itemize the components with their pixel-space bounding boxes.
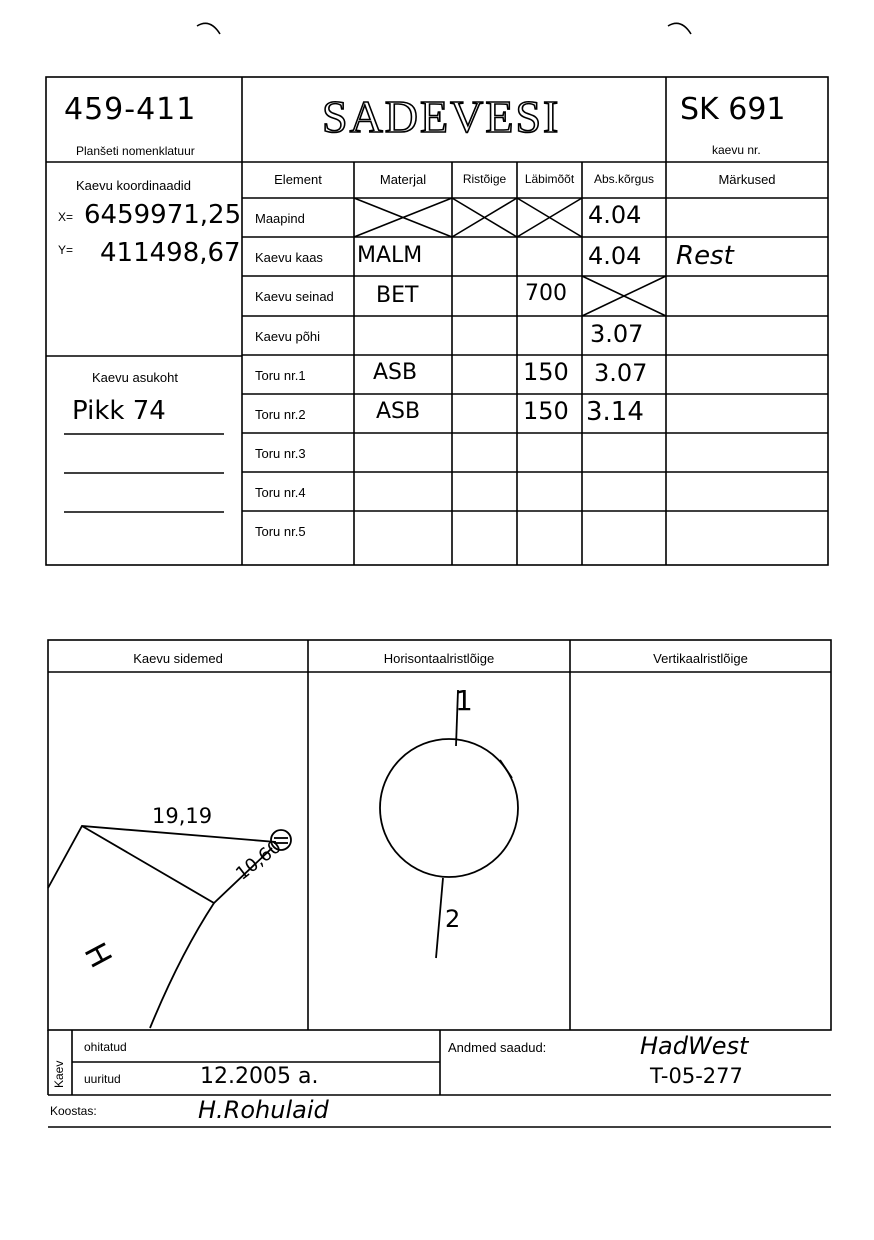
well-circle-shape bbox=[380, 739, 518, 877]
compiled-by-label: Koostas: bbox=[50, 1104, 97, 1118]
checked-label: ohitatud bbox=[84, 1040, 127, 1054]
coordinates-label: Kaevu koordinaadid bbox=[76, 178, 191, 193]
tie-distance-top: 19,19 bbox=[152, 804, 213, 828]
well-side-label: Kaev bbox=[52, 1060, 66, 1088]
well-number-value: SK 691 bbox=[680, 92, 786, 127]
data-source-value: HadWest bbox=[640, 1032, 749, 1060]
house-marker: H bbox=[76, 937, 119, 974]
row-label: Toru nr.2 bbox=[255, 407, 306, 422]
table-cell-elevation: 4.04 bbox=[588, 201, 642, 229]
measured-value: 12.2005 a. bbox=[200, 1064, 319, 1089]
table-cell-elevation: 3.07 bbox=[594, 359, 648, 387]
table-cell-material: MALM bbox=[357, 243, 423, 268]
row-label: Kaevu seinad bbox=[255, 289, 334, 304]
row-label: Toru nr.4 bbox=[255, 485, 306, 500]
col-header-notes: Märkused bbox=[718, 172, 776, 187]
col-header-diameter: Läbimõõt bbox=[524, 172, 575, 186]
crossed-cell-diameter bbox=[517, 198, 582, 237]
compiled-by-value: H.Rohulaid bbox=[198, 1096, 329, 1124]
section-header-horizontal: Horisontaalristlõige bbox=[383, 651, 495, 666]
row-label: Toru nr.1 bbox=[255, 368, 306, 383]
table-cell-elevation: 3.14 bbox=[586, 397, 644, 427]
data-source-label: Andmed saadud: bbox=[448, 1040, 547, 1055]
row-label: Toru nr.3 bbox=[255, 446, 306, 461]
table-cell-diameter: 150 bbox=[523, 397, 569, 425]
page-title: SADEVESI bbox=[322, 91, 561, 142]
plan-sheet-value: 459-411 bbox=[64, 92, 197, 127]
table-cell-elevation: 3.07 bbox=[590, 320, 644, 348]
crossed-cell-elevation bbox=[582, 276, 666, 316]
y-coordinate-value: 411498,67 bbox=[100, 238, 241, 268]
plan-sheet-label: Planšeti nomenklatuur bbox=[76, 144, 195, 158]
row-label: Maapind bbox=[255, 211, 305, 226]
col-header-section: Ristõige bbox=[462, 172, 507, 186]
table-cell-material: BET bbox=[376, 283, 419, 308]
section-header-vertical: Vertikaalristlõige bbox=[653, 651, 748, 666]
table-cell-material: ASB bbox=[373, 360, 418, 385]
col-header-elevation: Abs.kõrgus bbox=[593, 172, 655, 186]
tie-distance-diagonal: 10,60 bbox=[232, 836, 286, 885]
table-cell-diameter: 700 bbox=[525, 281, 567, 306]
x-coordinate-value: 6459971,25 bbox=[84, 200, 242, 230]
location-label: Kaevu asukoht bbox=[92, 370, 179, 385]
row-label: Kaevu kaas bbox=[255, 250, 323, 265]
table-cell-diameter: 150 bbox=[523, 358, 569, 386]
table-cell-material: ASB bbox=[376, 399, 421, 424]
pipe-label-2: 2 bbox=[445, 905, 461, 933]
section-header-well-ties: Kaevu sidemed bbox=[133, 651, 223, 666]
pipe-label-1: 1 bbox=[455, 684, 473, 717]
lower-card-frame bbox=[48, 640, 831, 1030]
col-header-material: Materjal bbox=[379, 172, 427, 187]
table-cell-note: Rest bbox=[676, 241, 734, 271]
crossed-cell-material bbox=[354, 198, 452, 237]
well-number-label: kaevu nr. bbox=[712, 143, 761, 157]
table-cell-elevation: 4.04 bbox=[588, 242, 642, 270]
measured-label: uuritud bbox=[84, 1072, 121, 1086]
row-label: Kaevu põhi bbox=[255, 329, 321, 344]
col-header-element: Element bbox=[274, 172, 322, 187]
y-coordinate-label: Y= bbox=[58, 243, 74, 257]
punch-hole-right-mark bbox=[668, 23, 691, 34]
data-source-reference: T-05-277 bbox=[650, 1064, 743, 1088]
punch-hole-left-mark bbox=[197, 23, 220, 34]
x-coordinate-label: X= bbox=[58, 210, 74, 224]
location-value: Pikk 74 bbox=[72, 396, 166, 426]
crossed-cell-section bbox=[452, 198, 517, 237]
row-label: Toru nr.5 bbox=[255, 524, 306, 539]
